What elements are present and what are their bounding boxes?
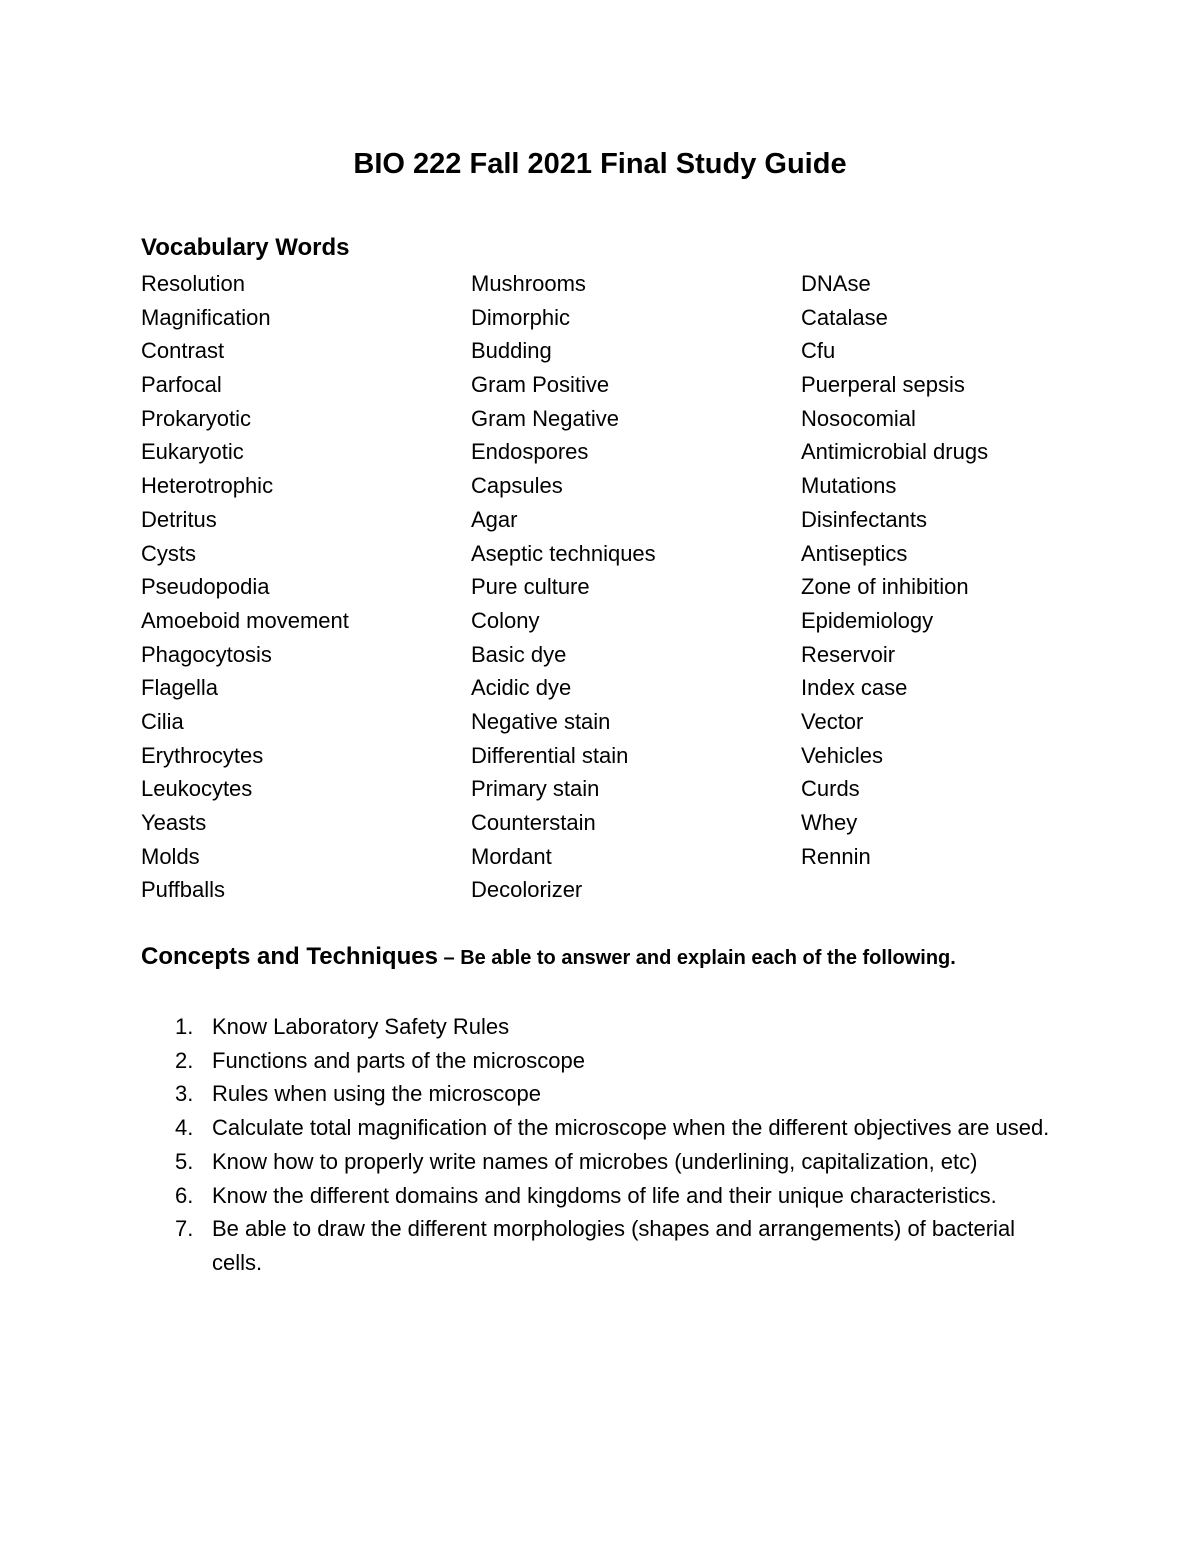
vocab-word: Endospores — [471, 439, 589, 465]
vocab-word: Counterstain — [471, 810, 596, 835]
vocab-word: Differential stain — [471, 742, 629, 768]
vocab-word: Antiseptics — [801, 540, 908, 566]
concepts-list — [141, 1010, 1061, 1280]
list-item-text: Be able to draw the different morphologies (shapes and arrangements) of bacterial cells. — [212, 1216, 1016, 1275]
vocabulary-column-3 — [801, 267, 988, 873]
vocab-word: Negative stain — [471, 708, 611, 734]
vocab-word: Contrast — [141, 338, 225, 364]
vocab-word: Basic dye — [471, 641, 567, 667]
vocab-word: Rennin — [801, 843, 871, 869]
vocab-word: Mordant — [471, 843, 552, 869]
vocab-word: Leukocytes — [141, 776, 253, 802]
vocab-word: Acidic dye — [471, 675, 572, 701]
vocab-word: Decolorizer — [471, 877, 583, 903]
vocab-word: Flagella — [141, 675, 219, 701]
concepts-subheading: Be able to answer and explain each of the following. — [460, 947, 956, 969]
list-item-text: Functions and parts of the microscope — [212, 1047, 585, 1073]
vocab-word: Magnification — [141, 304, 271, 330]
list-item-text: Know the different domains and kingdoms of life and their unique characteristics. — [212, 1182, 997, 1208]
list-number: 2. — [175, 1047, 194, 1073]
vocab-word: Mutations — [801, 473, 897, 499]
vocab-word: Capsules — [471, 473, 563, 499]
list-item-text: Calculate total magnification of the microscope when the different objectives are used. — [212, 1115, 1050, 1141]
vocab-word: Curds — [801, 776, 860, 802]
vocab-word: Agar — [471, 506, 518, 532]
list-item-text: Rules when using the microscope — [212, 1081, 541, 1107]
vocab-word: Zone of inhibition — [801, 574, 969, 600]
list-item — [141, 1111, 1061, 1145]
vocab-word: Molds — [141, 843, 200, 869]
list-item-text: Know how to properly write names of microbes (underlining, capitalization, etc) — [212, 1148, 978, 1174]
vocab-word: Mushrooms — [471, 271, 586, 296]
vocab-word: Dimorphic — [471, 304, 571, 330]
vocab-word: Budding — [471, 338, 552, 364]
list-number: 3. — [175, 1081, 194, 1107]
vocab-word: Aseptic techniques — [471, 540, 656, 566]
list-number: 1. — [175, 1014, 194, 1039]
list-item — [141, 1145, 1061, 1179]
list-item — [141, 1010, 1061, 1044]
vocab-word: Phagocytosis — [141, 641, 272, 667]
vocab-word: Pure culture — [471, 574, 590, 600]
vocab-word: Eukaryotic — [141, 439, 244, 465]
vocab-word: Catalase — [801, 304, 888, 330]
page-title: BIO 222 Fall 2021 Final Study Guide — [353, 148, 847, 180]
vocab-word: Nosocomial — [801, 405, 916, 431]
concepts-heading-block — [141, 940, 1041, 977]
vocab-word: Cilia — [141, 708, 184, 734]
vocab-word: Prokaryotic — [141, 405, 252, 431]
list-number: 5. — [175, 1148, 194, 1174]
list-item — [141, 1044, 1061, 1078]
vocabulary-column-1 — [141, 267, 349, 907]
list-number: 4. — [175, 1115, 194, 1141]
list-item — [141, 1212, 1061, 1279]
vocab-word: Epidemiology — [801, 607, 934, 633]
vocab-word: Erythrocytes — [141, 742, 264, 768]
vocab-word: Cysts — [141, 540, 196, 566]
vocab-word: Amoeboid movement — [141, 607, 349, 633]
vocab-word: Antimicrobial drugs — [801, 439, 989, 465]
concepts-heading: Concepts and Techniques — [141, 943, 438, 970]
list-number: 7. — [175, 1216, 194, 1242]
vocab-word: DNAse — [801, 271, 871, 296]
vocab-word: Primary stain — [471, 776, 600, 802]
vocabulary-column-2 — [471, 267, 656, 907]
vocab-word: Heterotrophic — [141, 473, 274, 499]
vocab-word: Detritus — [141, 506, 217, 532]
vocab-word: Vector — [801, 708, 864, 734]
vocab-word: Gram Negative — [471, 405, 619, 431]
vocab-word: Pseudopodia — [141, 574, 270, 600]
vocabulary-heading: Vocabulary Words — [141, 234, 350, 261]
vocab-word: Cfu — [801, 338, 836, 364]
vocab-word: Vehicles — [801, 742, 883, 768]
list-number: 6. — [175, 1182, 194, 1208]
vocab-word: Resolution — [141, 271, 245, 296]
vocab-word: Gram Positive — [471, 372, 610, 398]
list-item-text: Know Laboratory Safety Rules — [212, 1014, 510, 1039]
vocab-word: Parfocal — [141, 372, 222, 398]
vocab-word: Colony — [471, 607, 540, 633]
vocab-word: Disinfectants — [801, 506, 927, 532]
vocab-word: Yeasts — [141, 810, 207, 835]
concepts-dash: – — [437, 947, 461, 969]
vocab-word: Whey — [801, 810, 858, 835]
vocab-word: Puerperal sepsis — [801, 372, 965, 398]
list-item — [141, 1179, 1061, 1213]
vocab-word: Reservoir — [801, 641, 896, 667]
vocab-word: Index case — [801, 675, 908, 701]
vocab-word: Puffballs — [141, 877, 225, 903]
list-item — [141, 1077, 1061, 1111]
